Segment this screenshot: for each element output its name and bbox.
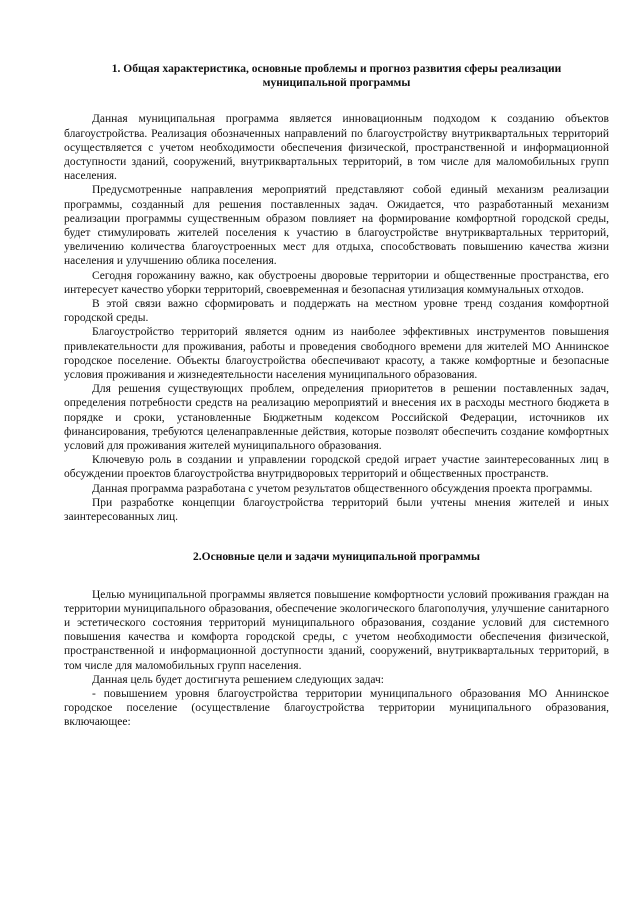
section-2-heading: 2.Основные цели и задачи муниципальной программы (193, 551, 480, 564)
section-2-paragraph-2: Данная цель будет достигнута решением следующих задач: (92, 673, 384, 686)
section-1 (64, 62, 609, 524)
section-1-paragraph-4: В этой связи важно сформировать и поддержать на местном уровне тренд создания комфортной городской среды. (64, 298, 609, 325)
section-1-paragraph-6: Для решения существующих проблем, определения приоритетов в решении поставленных задач, определения потребности средств на реализацию мероприятий и внесения их в расходы местного бюджета в порядке и сроки, установленные Бюджетным кодексом Российской Федерации, источников их финансирования, требуются целенаправленные действия, которые позволят обеспечить создание комфортных условий для проживания жителей муниципального образования. (64, 383, 609, 453)
section-1-paragraph-2: Предусмотренные направления мероприятий представляют собой единый механизм реализации программы, созданный для решения поставленных задач. Ожидается, что разработанный механизм реализации программы существенным образом повлияет на формирование комфортной городской среды, будет стимулировать жителей поселения к участию в благоустройстве внутриквартальных территорий, увеличению количества благоустроенных мест для отдыха, способствовать повышению качества жизни населения и улучшению облика поселения. (64, 184, 609, 268)
section-1-paragraph-3: Сегодня горожанину важно, как обустроены дворовые территории и общественные пространства, его интересует качество уборки территорий, своевременная и безопасная утилизация коммунальных отходов. (64, 269, 609, 296)
section-1-paragraph-5: Благоустройство территорий является одним из наиболее эффективных инструментов повышения привлекательности для проживания, работы и проведения свободного времени для жителей МО Аннинское городское поселение. Объекты благоустройства обеспечивают красоту, а также комфортные и безопасные условия проживания и жизнедеятельности населения муниципального образования. (64, 326, 609, 382)
document-page (64, 62, 609, 730)
section-2 (64, 550, 609, 729)
section-1-paragraph-1: Данная муниципальная программа является инновационным подходом к созданию объектов благоустройства. Реализация обозначенных направлений по благоустройству внутриквартальных территорий осуществляется с учетом необходимости обеспечения физической, пространственной и информационной доступности зданий, сооружений, внутриквартальных территорий, в том числе для маломобильных групп населения. (64, 113, 609, 183)
section-2-paragraph-1: Целью муниципальной программы является повышение комфортности условий проживания граждан на территории муниципального образования, обеспечение экологического благополучия, улучшение санитарного и эстетического состояния территорий муниципального образования, создание условий для системного повышения качества и комфорта городской среды, с учетом необходимости обеспечения физической, пространственной и информационной доступности зданий, сооружений, внутриквартальных территорий, в том числе для маломобильных групп населения. (64, 588, 609, 672)
section-1-heading: 1. Общая характеристика, основные проблемы и прогноз развития сферы реализации муниципальной программы (111, 63, 562, 90)
section-2-paragraph-3: - повышением уровня благоустройства территории муниципального образования МО Аннинское городское поселение (осуществление благоустройства территории муниципального образования, включающее: (64, 687, 609, 729)
section-1-paragraph-9: При разработке концепции благоустройства территорий были учтены мнения жителей и иных заинтересованных лиц. (64, 496, 609, 524)
section-1-paragraph-7: Ключевую роль в создании и управлении городской средой играет участие заинтересованных лиц в обсуждении проектов благоустройства внутридворовых территорий и общественных пространств. (64, 454, 609, 481)
section-1-paragraph-8: Данная программа разработана с учетом результатов общественного обсуждения проекта программы. (92, 482, 593, 495)
